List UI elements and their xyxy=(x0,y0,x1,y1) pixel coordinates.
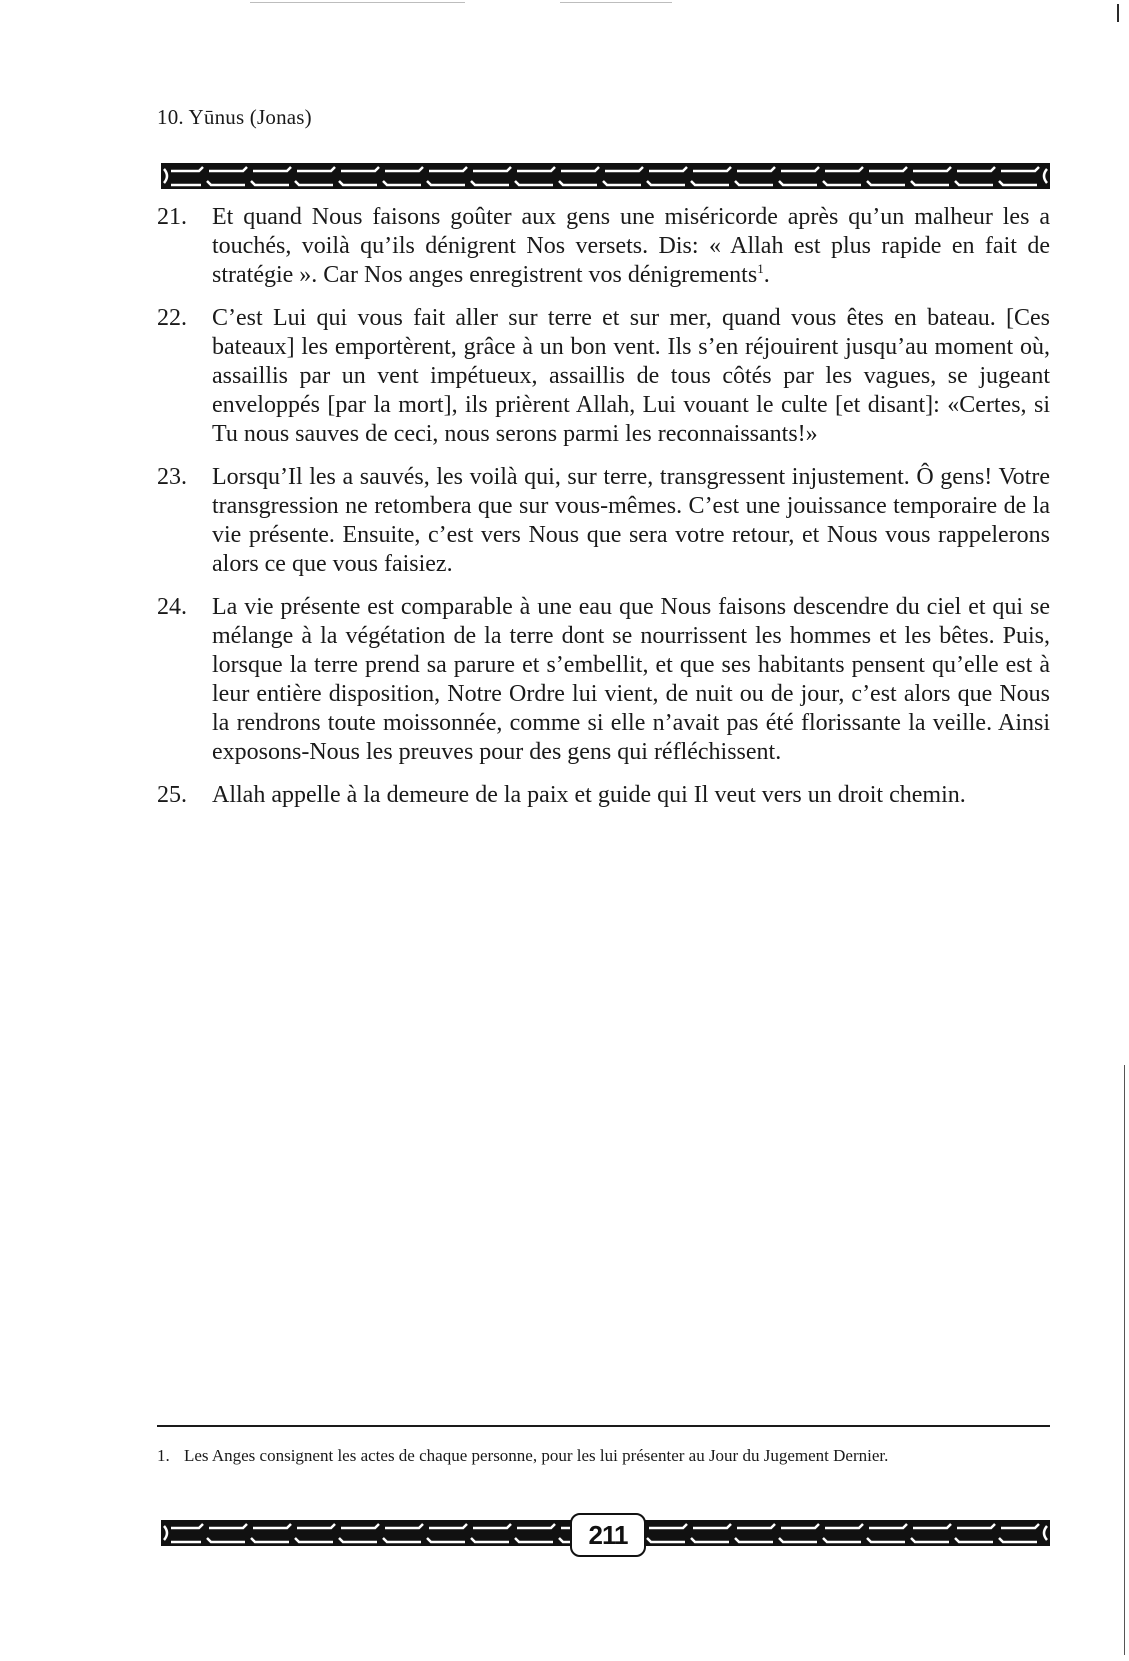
footnote-reference: 1 xyxy=(757,261,764,276)
verse-21 xyxy=(157,203,1050,290)
chain-pattern-graphic xyxy=(161,163,1050,189)
scan-artifact-edge xyxy=(1117,4,1119,22)
verse-22 xyxy=(157,304,1050,449)
verse-number: 23. xyxy=(157,464,187,490)
verse-number: 22. xyxy=(157,305,187,331)
verse-text: La vie présente est comparable à une eau que Nous faisons descendre du ciel et qui se mélange à la végétation de la terre dont se nourrissent les hommes et les bêtes. Puis, lorsque la terre prend sa parure et s’embellit, et que ses habitants pensent qu’elle est à leur entière disposition, Notre Ordre lui vient, de nuit ou de jour, c’est alors que Nous la rendrons toute moissonnée, comme si elle n’avait pas été florissante la veille. Ainsi exposons-Nous les preuves pour des gens qui réfléchissent. xyxy=(212,594,1050,765)
verse-number: 21. xyxy=(157,204,187,230)
footnote-number: 1. xyxy=(157,1446,170,1465)
verse-text: Allah appelle à la demeure de la paix et guide qui Il veut vers un droit chemin. xyxy=(212,782,966,808)
verse-24 xyxy=(157,593,1050,767)
verse-text: Et quand Nous faisons goûter aux gens une miséricorde après qu’un malheur les a touchés, voilà qu’ils dénigrent Nos versets. Dis: « Allah est plus rapide en fait de stratégie ». Car Nos anges enregistrent vos dénigrements$^1$. xyxy=(212,204,1050,288)
verse-list xyxy=(157,203,1050,824)
decorative-border-top xyxy=(161,163,1050,189)
verse-25 xyxy=(157,781,1050,810)
scan-artifact-edge xyxy=(1124,1065,1125,1655)
scan-artifact-line xyxy=(560,2,672,3)
footnote-text: Les Anges consignent les actes de chaque personne, pour les lui présenter au Jour du Jugement Dernier. xyxy=(184,1446,889,1465)
page-number: 211 xyxy=(570,1513,646,1557)
scan-artifact-line xyxy=(250,2,465,3)
chapter-header: 10. Yūnus (Jonas) xyxy=(157,105,312,129)
verse-text: C’est Lui qui vous fait aller sur terre et sur mer, quand vous êtes en bateau. [Ces bateaux] les emportèrent, grâce à un bon vent. Ils s’en réjouirent jusqu’au moment où, assaillis par un vent impétueux, assaillis de tous côtés par les vagues, se jugeant enveloppés [par la mort], ils prièrent Allah, Lui vouant le culte [et disant]: «Certes, si Tu nous sauves de ceci, nous serons parmi les reconnaissants!» xyxy=(212,305,1050,447)
verse-number: 25. xyxy=(157,782,187,808)
verse-text: Lorsqu’Il les a sauvés, les voilà qui, sur terre, transgressent injustement. Ô gens! Votre transgression ne retombera que sur vous-mêmes. C’est une jouissance temporaire de la vie présente. Ensuite, c’est vers Nous que sera votre retour, et Nous vous rappelerons alors ce que vous faisiez. xyxy=(212,464,1050,577)
verse-23 xyxy=(157,463,1050,579)
verse-number: 24. xyxy=(157,594,187,620)
footnote-divider xyxy=(157,1425,1050,1427)
footnote xyxy=(157,1445,1050,1466)
